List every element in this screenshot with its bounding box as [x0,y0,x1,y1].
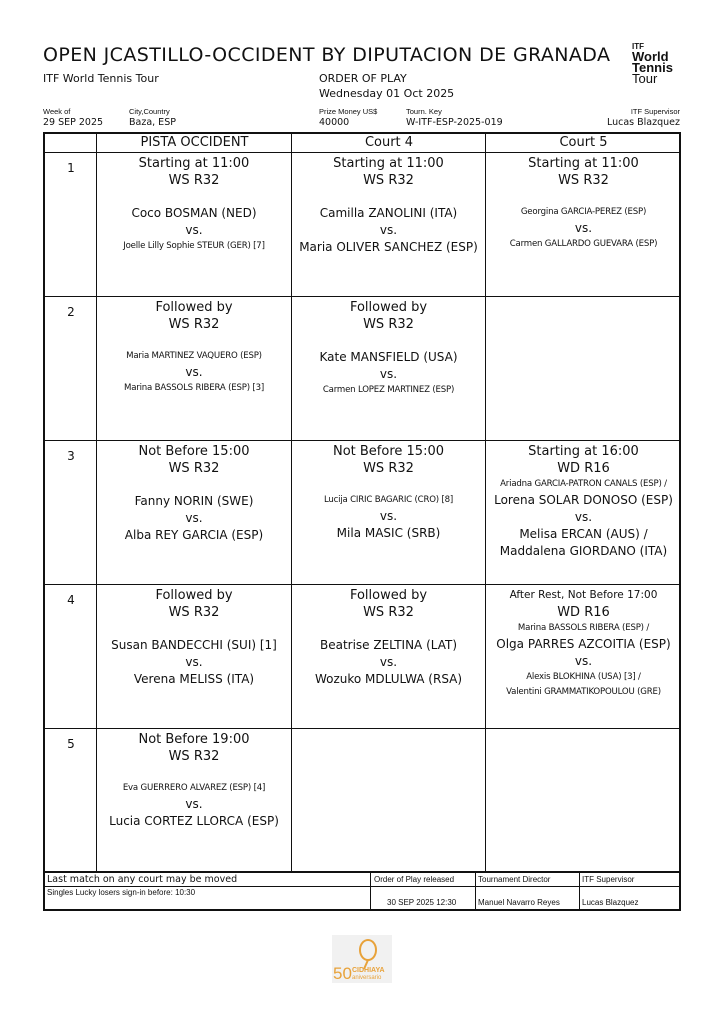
order-of-play-heading: ORDER OF PLAY [319,72,407,85]
match-round: WS R32 [363,605,414,620]
player: Marina BASSOLS RIBERA (ESP) / [517,623,650,633]
match-round: WD R16 [557,461,610,476]
divider [579,873,580,909]
logo-itf: ITF [632,42,644,51]
prize-value: 40000 [319,117,350,128]
match-cell [486,441,681,584]
supervisor-label: ITF Supervisor [582,875,635,884]
svg-text:50: 50 [333,964,352,983]
versus: vs. [185,797,203,811]
player: Melisa ERCAN (AUS) / [519,527,648,541]
divider [475,873,476,909]
match-round: WS R32 [168,173,220,188]
match-time: Not Before 19:00 [138,732,250,747]
court-header: Court 4 [292,134,486,153]
player: Coco BOSMAN (NED) [131,206,257,220]
player: Lucia CORTEZ LLORCA (ESP) [109,814,279,828]
footer-note: Last match on any court may be moved [47,874,238,885]
match-time: After Rest, Not Before 17:00 [509,589,658,601]
released-label: Order of Play released [374,875,455,884]
match-round: WS R32 [363,317,414,332]
player: Fanny NORIN (SWE) [134,494,254,508]
versus: vs. [574,510,593,524]
court-header: Court 5 [486,134,681,153]
match-number: 4 [67,593,75,607]
versus: vs. [379,223,398,237]
svg-text:CIDHIAYA: CIDHIAYA [352,967,385,974]
match-time: Followed by [349,588,428,603]
supervisor-label: ITF Supervisor [630,107,680,116]
match-time: Starting at 11:00 [138,156,250,171]
match-cell [97,729,291,872]
divider [371,886,679,887]
player: Ariadna GARCIA-PATRON CANALS (ESP) / [500,479,667,489]
match-cell [486,153,681,296]
prize-label: Prize Money US$ [319,107,378,116]
supervisor-value: Lucas Blazquez [582,898,639,907]
emblem-graphic [332,935,392,983]
player: Olga PARRES AZCOITIA (ESP) [496,637,671,651]
match-time: Starting at 11:00 [333,156,444,171]
player: Beatrise ZELTINA (LAT) [319,638,458,652]
player: Maria OLIVER SANCHEZ (ESP) [299,240,478,254]
corner-header [45,134,97,153]
versus: vs. [574,221,593,235]
match-round: WS R32 [168,317,220,332]
match-time: Starting at 16:00 [528,444,639,459]
city-value: Baza, ESP [129,117,176,128]
released-value: 30 SEP 2025 12:30 [387,898,457,907]
player: Verena MELISS (ITA) [133,672,255,686]
itf-world-tennis-tour-logo [632,42,684,84]
match-time: Not Before 15:00 [138,444,250,459]
versus: vs. [574,654,593,668]
versus: vs. [185,511,203,525]
match-time: Followed by [155,588,233,603]
match-round: WS R32 [558,173,609,188]
player: Marina BASSOLS RIBERA (ESP) [3] [123,383,264,393]
player: Maria MARTINEZ VAQUERO (ESP) [126,351,262,361]
match-cell [97,441,291,584]
player: Georgina GARCIA-PEREZ (ESP) [520,207,647,217]
player: Alba REY GARCIA (ESP) [124,528,264,542]
court-header: PISTA OCCIDENT [97,134,292,153]
match-round: WS R32 [168,461,220,476]
match-number: 1 [67,161,75,175]
match-round: WS R32 [168,605,220,620]
director-label: Tournament Director [478,875,551,884]
play-date: Wednesday 01 Oct 2025 [319,87,455,100]
cidhiaya-50-anniversary-emblem [332,935,392,983]
match-cell [292,585,485,728]
city-label: City,Country [129,107,170,116]
match-cell [292,441,485,584]
versus: vs. [185,365,203,379]
match-cell [292,153,485,296]
match-round: WS R32 [363,461,414,476]
match-number: 2 [67,305,75,319]
order-of-play-grid [43,132,681,873]
logo-line: World [632,49,669,64]
player: Carmen GALLARDO GUEVARA (ESP) [509,239,658,249]
svg-text:aniversario: aniversario [352,975,382,981]
lucky-losers-note: Singles Lucky losers sign-in before: 10:30 [47,888,196,897]
match-time: Followed by [349,300,428,315]
player: Alexis BLOKHINA (USA) [3] / [526,672,641,682]
match-time: Starting at 11:00 [528,156,639,171]
versus: vs. [379,509,398,523]
week-label: Week of [43,107,71,116]
player: Carmen LOPEZ MARTINEZ (ESP) [322,385,455,395]
player: Camilla ZANOLINI (ITA) [319,206,458,220]
player: Valentini GRAMMATIKOPOULOU (GRE) [506,687,661,697]
match-time: Not Before 15:00 [332,444,444,459]
player: Wozuko MDLULWA (RSA) [314,672,463,686]
divider [45,886,371,887]
tournament-title: OPEN JCASTILLO-OCCIDENT BY DIPUTACION DE GRANADA [43,44,611,66]
match-cell [486,585,681,728]
logo-line: Tour [632,71,658,86]
match-number: 5 [67,737,75,751]
versus: vs. [185,655,203,669]
player: Kate MANSFIELD (USA) [319,350,458,364]
versus: vs. [379,367,398,381]
match-cell [97,585,291,728]
key-value: W-ITF-ESP-2025-019 [406,117,503,128]
logo-line: Tennis [632,60,673,75]
match-round: WS R32 [168,749,220,764]
match-cell [292,297,485,440]
director-value: Manuel Navarro Reyes [478,898,560,907]
divider [370,873,371,909]
tour-name: ITF World Tennis Tour [43,72,159,85]
footer-table [43,872,681,911]
match-number: 3 [67,449,75,463]
player: Mila MASIC (SRB) [336,526,441,540]
player: Maddalena GIORDANO (ITA) [499,544,668,558]
supervisor-value: Lucas Blazquez [606,117,680,128]
player: Eva GUERRERO ALVAREZ (ESP) [4] [122,783,266,793]
player: Lorena SOLAR DONOSO (ESP) [494,493,673,507]
versus: vs. [185,223,203,237]
key-label: Tourn. Key [406,107,442,116]
match-round: WD R16 [557,605,610,620]
week-value: 29 SEP 2025 [43,117,104,128]
player: Susan BANDECCHI (SUI) [1] [111,638,277,652]
match-cell [97,153,291,296]
player: Lucija CIRIC BAGARIC (CRO) [8] [323,495,454,505]
match-cell [97,297,291,440]
match-round: WS R32 [363,173,414,188]
player: Joelle Lilly Sophie STEUR (GER) [7] [123,241,265,251]
versus: vs. [379,655,398,669]
match-time: Followed by [155,300,233,315]
